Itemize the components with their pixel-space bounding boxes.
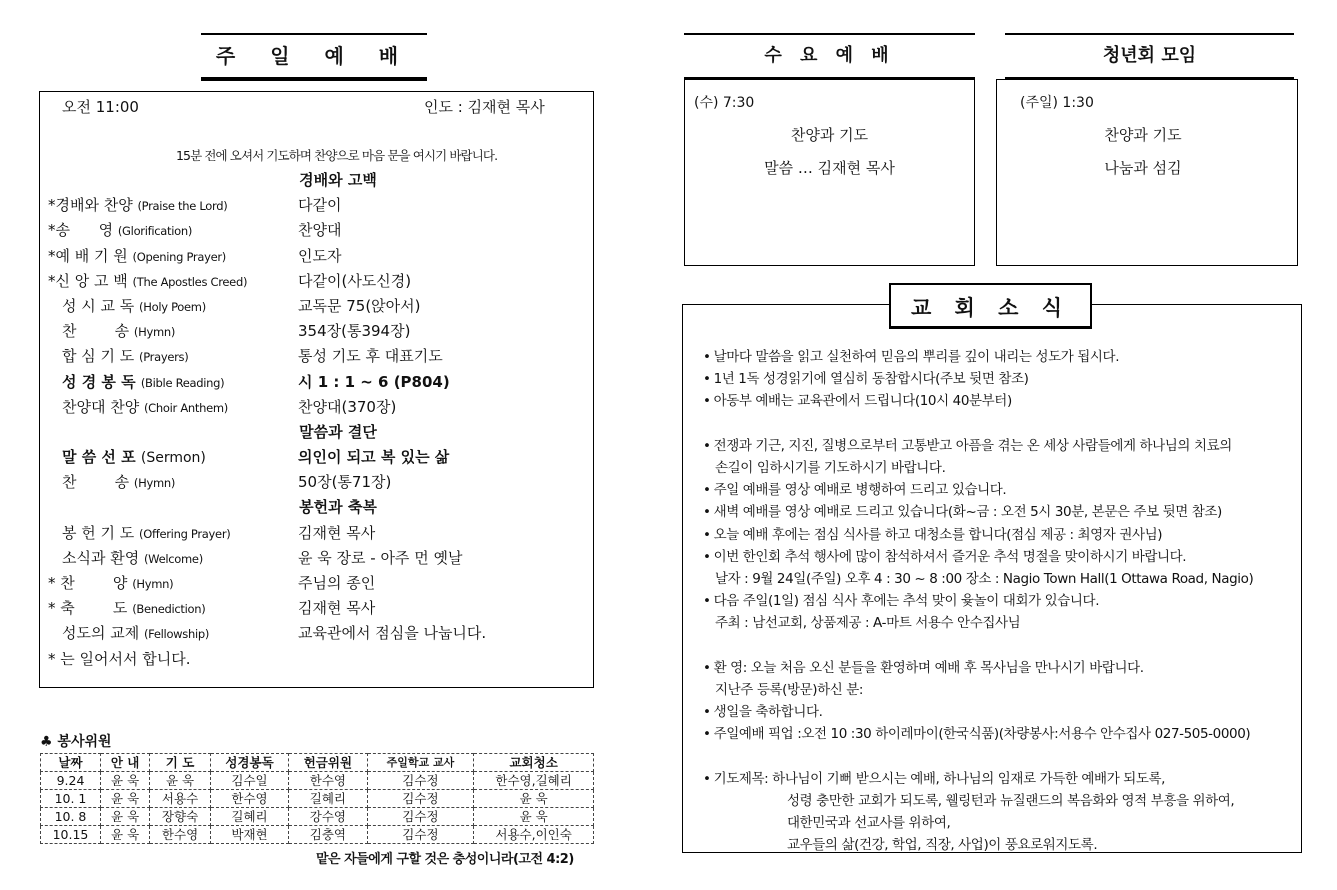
table-cell: 김수정: [367, 772, 474, 790]
item-who: 윤 욱 장로 - 아주 먼 옛날: [298, 548, 463, 567]
table-cell: 10. 1: [41, 790, 101, 808]
item-eng: (Fellowship): [144, 627, 210, 642]
news-item: • 전쟁과 기근, 지진, 질병으로부터 고통받고 아픔을 겪는 온 세상 사람들에게 하나님의 치료의: [703, 435, 1303, 457]
table-cell: 강수영: [289, 808, 367, 826]
sunday-title-box: [201, 33, 427, 81]
item-eng: (Bible Reading): [140, 375, 225, 390]
worship-item: [48, 596, 588, 621]
table-cell: 윤 욱: [100, 790, 149, 808]
table-cell: 길혜리: [210, 808, 288, 826]
sunday-title: 주 일 예 배: [215, 44, 413, 68]
news-item: • 1년 1독 성경읽기에 열심히 동참합시다(주보 뒷면 참조): [703, 368, 1303, 390]
item-name: *송 영: [48, 221, 114, 240]
item-who: 김재현 목사: [298, 523, 376, 542]
youth-line1: 찬양과 기도: [1104, 126, 1182, 144]
wednesday-time: (수) 7:30: [694, 95, 755, 111]
section-offering: 봉헌과 축복: [299, 498, 377, 517]
youth-title-box: [1005, 33, 1294, 79]
worship-item: [48, 445, 588, 470]
wednesday-line2: 말씀 … 김재현 목사: [764, 159, 895, 177]
news-title-box: [889, 283, 1092, 329]
worship-item: [48, 269, 588, 294]
item-name: 말 씀 선 포: [62, 448, 136, 467]
volunteers-title: ♣ 봉사위원: [40, 734, 112, 750]
item-who: 교독문 75(앉아서): [298, 296, 421, 315]
table-cell: 서용수,이인숙: [474, 826, 594, 844]
service-notice: 15분 전에 오셔서 기도하며 찬양으로 마음 문을 여시기 바랍니다.: [176, 148, 498, 163]
news-item: • 주일예배 픽업 :오전 10 :30 하이레마이(한국식품)(차량봉사:서용수 안수집사 027-505-0000): [703, 723, 1303, 745]
spacer: [703, 634, 1303, 656]
table-cell: 길혜리: [289, 790, 367, 808]
item-who: 시 1 : 1 ~ 6 (P804): [298, 372, 450, 391]
item-who: 주님의 종인: [298, 574, 376, 592]
item-who: 다같이: [298, 196, 342, 215]
table-header-row: [41, 754, 594, 772]
item-eng: (Offering Prayer): [139, 526, 231, 541]
item-who: 인도자: [298, 246, 342, 265]
table-cell: 김수일: [210, 772, 288, 790]
youth-time: (주일) 1:30: [1020, 95, 1094, 111]
spacer: [703, 413, 1303, 435]
news-item: • 주일 예배를 영상 예배로 병행하여 드리고 있습니다.: [703, 479, 1303, 501]
item-who: 통성 기도 후 대표기도: [298, 347, 443, 366]
item-name: 찬 송: [62, 473, 130, 492]
standing-footnote: [48, 647, 588, 672]
table-cell: 윤 욱: [100, 826, 149, 844]
worship-item: [48, 395, 588, 420]
section-word: 말씀과 결단: [299, 422, 377, 441]
item-eng: (The Apostles Creed): [132, 274, 248, 289]
news-item: • 새벽 예배를 영상 예배로 드리고 있습니다(화~금 : 오전 5시 30분, 본문은 주보 뒷면 참조): [703, 501, 1303, 523]
worship-item: [48, 294, 588, 319]
worship-item: [48, 546, 588, 571]
item-name: *예 배 기 원: [48, 246, 128, 265]
news-item: • 오늘 예배 후에는 점심 식사를 하고 대청소를 합니다(점심 제공 : 최영자 권사님): [703, 524, 1303, 546]
item-eng: (Opening Prayer): [132, 249, 226, 264]
service-time: 오전 11:00: [62, 98, 139, 116]
news-item-cont: 지난주 등록(방문)하신 분:: [715, 681, 864, 698]
col-header: 안 내: [100, 754, 149, 772]
col-header: 주일학교 교사: [367, 754, 474, 772]
news-item: • 기도제목: 하나님이 기뻐 받으시는 예배, 하나님의 임재로 가득한 예배가 되도록,: [703, 768, 1303, 790]
news-item-cont: 주최 : 남선교회, 상품제공 : A-마트 서용수 안수집사님: [715, 615, 1021, 632]
spacer: [703, 745, 1303, 767]
news-item-cont: 교우들의 삶(건강, 학업, 직장, 사업)이 풍요로워지도록.: [787, 837, 1098, 854]
worship-item: [48, 521, 588, 546]
item-eng: (Holy Poem): [139, 299, 206, 314]
item-who: 50장(통71장): [298, 473, 392, 492]
item-name: 봉 헌 기 도: [62, 523, 135, 542]
worship-item: [48, 319, 588, 344]
table-row: [41, 772, 594, 790]
news-item-cont: 손길이 임하시기를 기도하시기 바랍니다.: [715, 459, 946, 476]
youth-line2: 나눔과 섬김: [1104, 159, 1182, 177]
table-cell: 한수영: [210, 790, 288, 808]
news-item: • 환 영: 오늘 처음 오신 분들을 환영하며 예배 후 목사님을 만나시기 바랍니다.: [703, 657, 1303, 679]
col-header: 기 도: [150, 754, 211, 772]
item-eng: (Welcome): [144, 551, 203, 566]
news-item-cont: 날자 : 9월 24일(주일) 오후 4 : 30 ~ 8 :00 장소 : Nagio Town Hall(1 Ottawa Road, Nagio): [715, 570, 1254, 587]
table-cell: 김수정: [367, 790, 474, 808]
item-eng: (Hymn): [133, 325, 176, 340]
news-item: • 날마다 말씀을 읽고 실천하여 믿음의 뿌리를 깊이 내리는 성도가 됩시다.: [703, 346, 1303, 368]
item-who: 김재현 목사: [298, 599, 376, 618]
item-who: 찬양대(370장): [298, 397, 397, 416]
news-item: • 아동부 예배는 교육관에서 드립니다(10시 40분부터): [703, 390, 1303, 412]
table-cell: 한수영: [289, 772, 367, 790]
volunteers-table: [40, 753, 594, 844]
worship-item: [48, 621, 588, 646]
worship-item: [48, 244, 588, 269]
table-cell: 한수영,길혜리: [474, 772, 594, 790]
worship-item: [48, 193, 588, 218]
item-who: 찬양대: [298, 221, 342, 240]
service-leader: 인도 : 김재현 목사: [424, 98, 545, 116]
news-item: • 생일을 축하합니다.: [703, 701, 1303, 723]
table-cell: 윤 욱: [100, 772, 149, 790]
item-name: 소식과 환영: [62, 548, 140, 567]
col-header: 성경봉독: [210, 754, 288, 772]
worship-item: [48, 370, 588, 395]
item-name: 합 심 기 도: [62, 347, 135, 366]
table-cell: 김수정: [367, 826, 474, 844]
item-name: * 축 도: [48, 599, 128, 618]
news-item-cont: 대한민국과 선교사를 위하여,: [787, 814, 951, 831]
item-name: *신 앙 고 백: [48, 271, 128, 290]
news-title: 교 회 소 식: [910, 296, 1071, 320]
verse-footer: 맡은 자들에게 구할 것은 충성이니라(고전 4:2): [316, 852, 574, 867]
item-eng: (Choir Anthem): [144, 400, 228, 415]
col-header: 날짜: [41, 754, 101, 772]
youth-title: 청년회 모임: [1102, 45, 1197, 66]
news-item-cont: 성령 충만한 교회가 되도록, 웰링턴과 뉴질랜드의 복음화와 영적 부흥을 위하여,: [787, 792, 1235, 809]
item-name: 성도의 교제: [62, 624, 140, 643]
item-name: 성 시 교 독: [62, 296, 135, 315]
table-cell: 서용수: [150, 790, 211, 808]
order-of-worship: [48, 168, 588, 672]
table-cell: 윤 욱: [100, 808, 149, 826]
table-cell: 김수정: [367, 808, 474, 826]
wednesday-title: 수 요 예 배: [764, 45, 895, 66]
worship-item: [48, 344, 588, 369]
item-who: 의인이 되고 복 있는 삶: [298, 448, 450, 467]
item-eng: (Benediction): [132, 602, 206, 617]
table-cell: 장향숙: [150, 808, 211, 826]
table-cell: 10.15: [41, 826, 101, 844]
table-row: [41, 826, 594, 844]
table-cell: 김충역: [289, 826, 367, 844]
table-row: [41, 790, 594, 808]
table-cell: 박재현: [210, 826, 288, 844]
wednesday-title-box: [684, 33, 975, 79]
col-header: 교회청소: [474, 754, 594, 772]
worship-item: [48, 470, 588, 495]
item-eng: (Sermon): [140, 450, 206, 467]
table-cell: 한수영: [150, 826, 211, 844]
wednesday-line1: 찬양과 기도: [790, 126, 869, 144]
col-header: 헌금위원: [289, 754, 367, 772]
table-cell: 윤 욱: [474, 790, 594, 808]
news-item: • 이번 한인회 추석 행사에 많이 참석하셔서 즐거운 추석 명절을 맞이하시기 바랍니다.: [703, 546, 1303, 568]
item-who: 354장(통394장): [298, 322, 411, 341]
news-list: [703, 346, 1303, 856]
item-name: 찬 송: [62, 322, 130, 341]
news-item: • 다음 주일(1일) 점심 식사 후에는 추석 맞이 윷놀이 대회가 있습니다.: [703, 590, 1303, 612]
item-name: 찬양대 찬양: [62, 397, 140, 416]
item-eng: (Hymn): [132, 577, 174, 591]
item-eng: (Hymn): [133, 476, 176, 491]
section-worship: 경배와 고백: [299, 171, 377, 189]
table-cell: 윤 욱: [150, 772, 211, 790]
item-eng: (Prayers): [139, 350, 189, 365]
worship-item: [48, 218, 588, 243]
item-who: 다같이(사도신경): [298, 271, 412, 290]
item-eng: (Praise the Lord): [137, 199, 228, 214]
item-name: * 찬 양: [48, 574, 128, 592]
item-name: 성 경 봉 독: [62, 372, 136, 391]
footnote-text: * 는 일어서서 합니다.: [48, 649, 191, 668]
worship-item: [48, 571, 588, 596]
table-cell: 윤 욱: [474, 808, 594, 826]
item-name: *경배와 찬양: [48, 196, 133, 215]
table-cell: 9.24: [41, 772, 101, 790]
table-cell: 10. 8: [41, 808, 101, 826]
item-eng: (Glorification): [117, 224, 193, 239]
table-row: [41, 808, 594, 826]
item-who: 교육관에서 점심을 나눕니다.: [298, 624, 487, 643]
